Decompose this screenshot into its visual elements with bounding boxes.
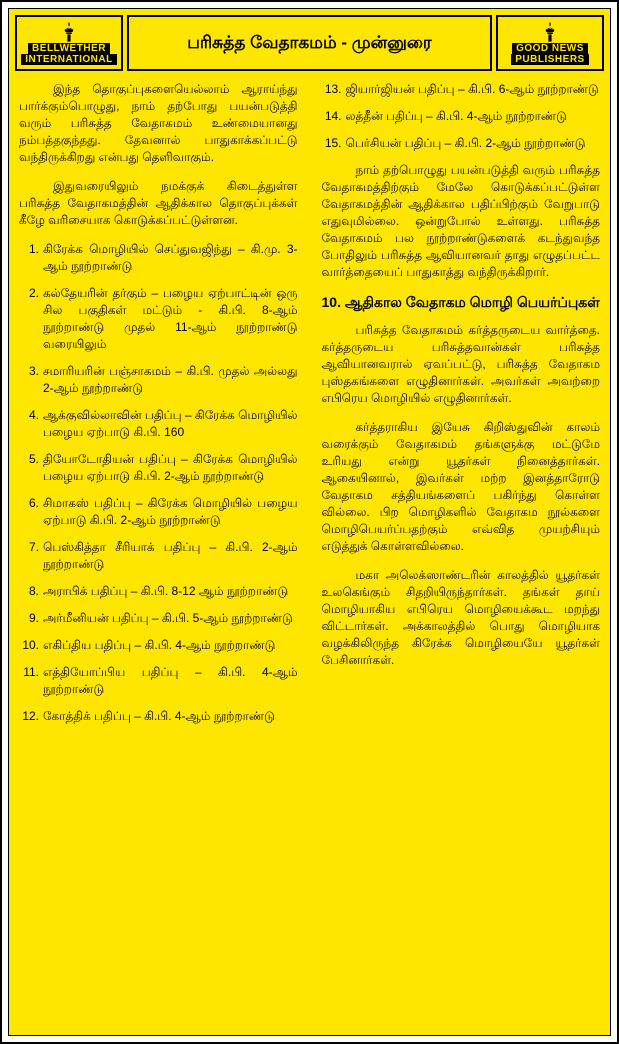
list-item-number: 2.: [28, 286, 39, 300]
body-columns: [15, 81, 604, 1033]
publisher-logo-right-line1: GOOD NEWS: [512, 43, 588, 54]
list-item: [322, 108, 601, 125]
manuscript-list-left: [19, 241, 298, 725]
paragraph: இதுவரையிலும் நமக்குக் கிடைத்துள்ள பரிசுத்த வேதாகமத்தின் ஆதிக்கால தொகுப்புக்கள் கீழே வரிசையாக கொடுக்கப்பட்டுள்ளன.: [19, 179, 298, 227]
list-item: [19, 664, 298, 698]
list-item-label: லத்தீன் பதிப்பு – கி.பி. 4-ஆம் நூற்றாண்டு: [345, 109, 567, 123]
page-content-area: [8, 8, 611, 1036]
list-item: [19, 363, 298, 397]
publisher-logo-left-line1: BELLWETHER: [28, 43, 110, 54]
list-item: [19, 407, 298, 441]
list-item-label: ஆக்குவில்லாவின் பதிப்பு – கிரேக்க மொழியில் பழைய ஏற்பாடு கி.பி. 160: [43, 408, 298, 439]
list-item-label: சிமாகஸ் பதிப்பு – கிரேக்க மொழியில் பழைய ஏற்பாடு கி.பி. 2-ஆம் நூற்றாண்டு: [43, 496, 298, 527]
page-title-text: பரிசுத்த வேதாகமம் - முன்னுரை: [187, 33, 432, 52]
list-item-number: 5.: [28, 452, 39, 466]
list-item-number: 15.: [324, 136, 342, 150]
publisher-logo-right: [496, 15, 604, 71]
list-item-label: கோத்திக் பதிப்பு – கி.பி. 4-ஆம் நூற்றாண்டு: [43, 709, 275, 723]
publisher-logo-left: [15, 15, 123, 71]
torch-icon: [498, 22, 602, 42]
list-item-label: தியோடோதியன் பதிப்பு – கிரேக்க மொழியில் பழைய ஏற்பாடு கி.பி. 2-ஆம் நூற்றாண்டு: [43, 452, 298, 483]
list-item: [19, 708, 298, 725]
list-item-label: எகிப்திய பதிப்பு – கி.பி. 4-ஆம் நூற்றாண்டு: [43, 638, 276, 652]
list-item: [19, 285, 298, 353]
list-item-number: 14.: [324, 109, 342, 123]
paragraph: கர்த்தராகிய இயேசு கிறிஸ்துவின் காலம் வரைக்கும் வேதாகமம் தங்களுக்கு மட்டுமே உரியது என்று யூதர்கள் நினைத்தார்கள். ஆகையினால், இவர்கள் மற்ற இனத்தாரோடு வேதாகம சத்தியங்களைப் பகிர்ந்து கொள்ள வில்லை. பிற மொழிகளில் வேதாகம நூல்களை மொழிபெயர்ப்பதற்கும் எவ்வித முயற்சியும் எடுத்துக் கொள்ளவில்லை.: [321, 420, 600, 553]
list-item-number: 4.: [28, 408, 39, 422]
list-item: [19, 495, 298, 529]
list-item-label: பெஸ்கித்தா சீரியாக் பதிப்பு – கி.பி. 2-ஆம் நூற்றாண்டு: [43, 540, 298, 571]
list-item-number: 11.: [23, 665, 39, 679]
paragraph: நாம் தற்பொழுது பயன்படுத்தி வரும் பரிசுத்த வேதாகமத்திற்கும் மேலே கொடுக்கப்பட்டுள்ள வேதாகமத்தின் ஆதிக்கால பதிப்பிற்கும் வேறுபாடு எதுவுமில்லை. ஒன்றுபோல் உள்ளது. பரிசுத்த வேதாகமம் பல நூற்றாண்டுகளைக் கடந்துவந்த போதிலும் பரிசுத்த ஆவியானவர் தாது எழுதப்பட்ட வார்த்தையைப் பாதுகாத்து வந்திருக்கிறார்.: [321, 163, 600, 279]
right-column: [310, 81, 605, 1033]
list-item-label: கல்தேயரின் தர்கும் – பழைய ஏற்பாட்டின் ஒரு சில பகுதிகள் மட்டும் - கி.பி. 8-ஆம் நூற்றாண்டு முதல் 11-ஆம் நூற்றாண்டு வரையிலும்: [43, 286, 298, 351]
list-item-label: அராபிக் பதிப்பு – கி.பி. 8-12 ஆம் நூற்றாண்டு: [43, 584, 289, 598]
list-item-number: 13.: [324, 82, 342, 96]
list-item-number: 1.: [28, 242, 39, 256]
list-item-number: 12.: [22, 709, 39, 723]
section-heading: 10. ஆதிகால வேதாகம மொழி பெயர்ப்புகள்: [321, 294, 600, 310]
list-item-label: எத்தியோப்பிய பதிப்பு – கி.பி. 4-ஆம் நூற்றாண்டு: [43, 665, 298, 696]
paragraph: பரிசுத்த வேதாகமம் கர்த்தருடைய வார்த்தை. கர்த்தருடைய பரிசுத்தவான்கள் பரிசுத்த ஆவியானவரால் ஏவப்பட்டு, பரிசுத்த வேதாகம புஸ்தகங்களை எழுதினார்கள். அவர்கள் அவற்றை எபிரெய மொழியில் எழுதினார்கள்.: [321, 323, 600, 405]
list-item-number: 9.: [28, 611, 39, 625]
torch-icon: [17, 22, 121, 42]
list-item: [19, 451, 298, 485]
page-title: [127, 15, 492, 71]
list-item: [19, 637, 298, 654]
page-header: [15, 15, 604, 71]
list-item-number: 6.: [28, 496, 39, 510]
list-item-number: 10.: [22, 638, 39, 652]
manuscript-list-right: [322, 81, 601, 152]
list-item-label: பெர்சியன் பதிப்பு – கி.பி. 2-ஆம் நூற்றாண்டு: [345, 136, 586, 150]
paragraph: மகா அலெக்ஸாண்டரின் காலத்தில் யூதர்கள் உலகெங்கும் சிதறியிருந்தார்கள். தங்கள் தாய் மொழியாகிய எபிரெய மொழியைக்கூட மறந்து விட்டார்கள். அக்காலத்தில் பொது மொழியாக வழக்கிலிருந்த கிரேக்க மொழியையே யூதர்கள் பேசினார்கள்.: [321, 568, 600, 667]
publisher-logo-right-line2: PUBLISHERS: [511, 54, 588, 65]
list-item: [19, 610, 298, 627]
paragraph: இந்த தொகுப்புகளையெல்லாம் ஆராய்ந்து பார்க்கும்பொழுது, நாம் தற்போது பயன்படுத்தி வரும் பரிசுத்த வேதாகமம் உண்மையானது நம்பத்தகுந்தது. தேவனால் பாதுகாக்கப்பட்டு வந்திருக்கிறது என்பது தெளிவாகும்.: [19, 82, 298, 164]
list-item: [322, 81, 601, 98]
list-item-label: அர்மீனியன் பதிப்பு – கி.பி. 5-ஆம் நூற்றாண்டு: [43, 611, 293, 625]
list-item-label: ஜியார்ஜியன் பதிப்பு – கி.பி. 6-ஆம் நூற்றாண்டு: [345, 82, 599, 96]
publisher-logo-left-line2: INTERNATIONAL: [21, 54, 116, 65]
list-item: [19, 241, 298, 275]
list-item-number: 3.: [28, 364, 39, 378]
left-column: [15, 81, 310, 1033]
list-item: [19, 583, 298, 600]
list-item: [322, 135, 601, 152]
list-item-number: 7.: [28, 540, 39, 554]
list-item-label: சமாரியரின் பஞ்சாகமம் – கி.பி. முதல் அல்லது 2-ஆம் நூற்றாண்டு: [43, 364, 298, 395]
list-item-number: 8.: [28, 584, 39, 598]
list-item-label: கிரேக்க மொழியில் செப்துவஜிந்து – கி.மு. 3-ஆம் நூற்றாண்டு: [43, 242, 298, 273]
list-item: [19, 539, 298, 573]
